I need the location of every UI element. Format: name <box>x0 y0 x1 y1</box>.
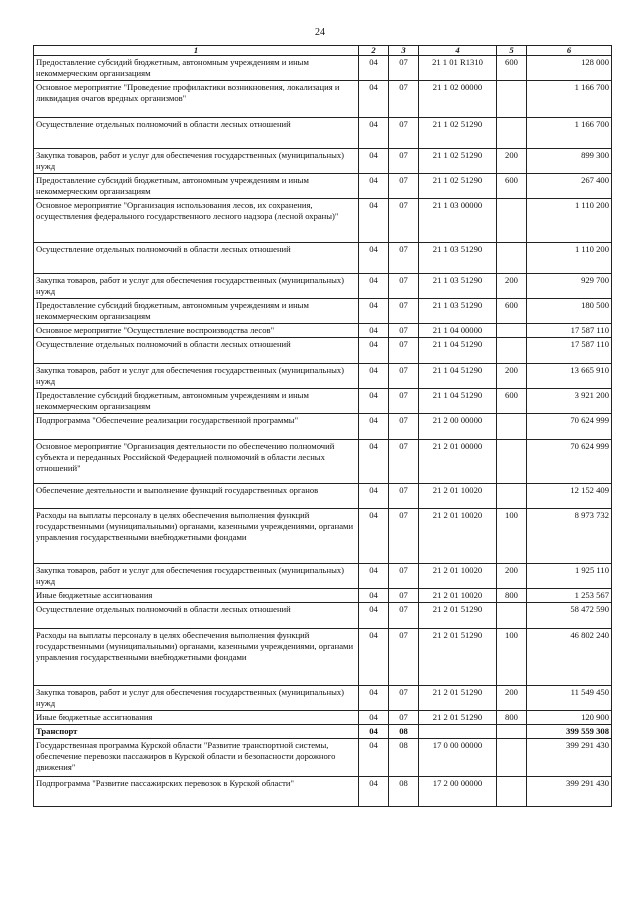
row-target-item-cell: 21 1 02 51290 <box>419 118 497 149</box>
row-expense-type-cell <box>497 324 527 338</box>
row-section-cell: 04 <box>359 118 389 149</box>
header-col-section: 2 <box>359 46 389 56</box>
row-subsection-cell: 08 <box>389 739 419 777</box>
row-name-cell: Предоставление субсидий бюджетным, автономным учреждениям и иным некоммерческим организациям <box>34 299 359 324</box>
row-section-cell: 04 <box>359 174 389 199</box>
row-subsection-cell: 07 <box>389 199 419 243</box>
row-expense-type-cell: 800 <box>497 589 527 603</box>
row-target-item-cell: 21 1 03 51290 <box>419 243 497 274</box>
row-expense-type-cell: 200 <box>497 274 527 299</box>
row-name-cell: Закупка товаров, работ и услуг для обеспечения государственных (муниципальных) нужд <box>34 149 359 174</box>
row-target-item-cell: 21 1 02 51290 <box>419 149 497 174</box>
row-target-item-cell: 21 2 01 10020 <box>419 564 497 589</box>
row-name-cell: Основное мероприятие "Организация использования лесов, их сохранения, осуществления федерального государственного лесного надзора (лесной охраны)" <box>34 199 359 243</box>
table-body <box>34 56 612 807</box>
row-expense-type-cell <box>497 243 527 274</box>
table-row <box>34 338 612 364</box>
row-subsection-cell: 07 <box>389 440 419 484</box>
row-section-cell: 04 <box>359 509 389 564</box>
table-row <box>34 243 612 274</box>
row-amount-cell: 399 559 308 <box>527 725 612 739</box>
row-expense-type-cell <box>497 739 527 777</box>
row-target-item-cell: 21 2 01 10020 <box>419 509 497 564</box>
row-expense-type-cell <box>497 603 527 629</box>
row-amount-cell: 399 291 430 <box>527 777 612 807</box>
table-row <box>34 739 612 777</box>
row-section-cell: 04 <box>359 725 389 739</box>
row-subsection-cell: 07 <box>389 274 419 299</box>
row-expense-type-cell: 200 <box>497 564 527 589</box>
row-section-cell: 04 <box>359 81 389 118</box>
row-section-cell: 04 <box>359 243 389 274</box>
row-target-item-cell: 21 2 01 51290 <box>419 686 497 711</box>
row-name-cell: Обеспечение деятельности и выполнение функций государственных органов <box>34 484 359 509</box>
row-amount-cell: 1 166 700 <box>527 81 612 118</box>
table-row <box>34 725 612 739</box>
row-target-item-cell: 17 0 00 00000 <box>419 739 497 777</box>
row-amount-cell: 12 152 409 <box>527 484 612 509</box>
row-subsection-cell: 07 <box>389 509 419 564</box>
row-name-cell: Расходы на выплаты персоналу в целях обеспечения выполнения функций государственными (муниципальными) органами, казенными учреждениями, органами управления государственными внебюджетными фондами <box>34 509 359 564</box>
row-target-item-cell: 21 2 00 00000 <box>419 414 497 440</box>
row-name-cell: Предоставление субсидий бюджетным, автономным учреждениям и иным некоммерческим организациям <box>34 56 359 81</box>
row-section-cell: 04 <box>359 629 389 686</box>
table-row <box>34 199 612 243</box>
row-section-cell: 04 <box>359 199 389 243</box>
row-name-cell: Подпрограмма "Обеспечение реализации государственной программы" <box>34 414 359 440</box>
row-section-cell: 04 <box>359 324 389 338</box>
row-amount-cell: 3 921 200 <box>527 389 612 414</box>
table-row <box>34 589 612 603</box>
row-target-item-cell: 21 1 03 00000 <box>419 199 497 243</box>
row-subsection-cell: 07 <box>389 56 419 81</box>
row-subsection-cell: 08 <box>389 725 419 739</box>
row-target-item-cell: 21 2 01 10020 <box>419 484 497 509</box>
row-target-item-cell: 21 2 01 51290 <box>419 711 497 725</box>
row-subsection-cell: 07 <box>389 338 419 364</box>
row-amount-cell: 1 166 700 <box>527 118 612 149</box>
row-section-cell: 04 <box>359 440 389 484</box>
row-name-cell: Государственная программа Курской области "Развитие транспортной системы, обеспечение перевозки пассажиров в Курской области и безопасности дорожного движения" <box>34 739 359 777</box>
row-name-cell: Закупка товаров, работ и услуг для обеспечения государственных (муниципальных) нужд <box>34 364 359 389</box>
row-expense-type-cell: 800 <box>497 711 527 725</box>
row-subsection-cell: 07 <box>389 629 419 686</box>
table-row <box>34 364 612 389</box>
table-row <box>34 440 612 484</box>
row-subsection-cell: 08 <box>389 777 419 807</box>
header-col-expense-type: 5 <box>497 46 527 56</box>
row-amount-cell: 13 665 910 <box>527 364 612 389</box>
row-target-item-cell: 21 1 03 51290 <box>419 274 497 299</box>
header-col-amount: 6 <box>527 46 612 56</box>
budget-table <box>33 45 612 807</box>
row-subsection-cell: 07 <box>389 711 419 725</box>
row-target-item-cell: 21 1 01 R1310 <box>419 56 497 81</box>
row-expense-type-cell <box>497 199 527 243</box>
row-amount-cell: 929 700 <box>527 274 612 299</box>
row-amount-cell: 899 300 <box>527 149 612 174</box>
row-target-item-cell: 21 1 02 51290 <box>419 174 497 199</box>
row-name-cell: Основное мероприятие "Осуществление воспроизводства лесов" <box>34 324 359 338</box>
row-subsection-cell: 07 <box>389 414 419 440</box>
header-col-target-item: 4 <box>419 46 497 56</box>
row-subsection-cell: 07 <box>389 81 419 118</box>
row-amount-cell: 399 291 430 <box>527 739 612 777</box>
row-target-item-cell: 21 1 04 51290 <box>419 338 497 364</box>
table-header-row <box>34 46 612 56</box>
row-subsection-cell: 07 <box>389 484 419 509</box>
row-target-item-cell: 17 2 00 00000 <box>419 777 497 807</box>
row-subsection-cell: 07 <box>389 603 419 629</box>
row-expense-type-cell: 200 <box>497 149 527 174</box>
row-amount-cell: 128 000 <box>527 56 612 81</box>
row-amount-cell: 58 472 590 <box>527 603 612 629</box>
row-target-item-cell: 21 2 01 00000 <box>419 440 497 484</box>
row-expense-type-cell: 200 <box>497 364 527 389</box>
row-subsection-cell: 07 <box>389 389 419 414</box>
row-amount-cell: 120 900 <box>527 711 612 725</box>
row-name-cell: Иные бюджетные ассигнования <box>34 711 359 725</box>
table-row <box>34 149 612 174</box>
row-target-item-cell <box>419 725 497 739</box>
row-section-cell: 04 <box>359 338 389 364</box>
row-subsection-cell: 07 <box>389 364 419 389</box>
row-amount-cell: 70 624 999 <box>527 414 612 440</box>
row-expense-type-cell <box>497 484 527 509</box>
row-expense-type-cell: 600 <box>497 389 527 414</box>
row-name-cell: Транспорт <box>34 725 359 739</box>
table-row <box>34 686 612 711</box>
row-expense-type-cell: 600 <box>497 56 527 81</box>
table-row <box>34 118 612 149</box>
row-subsection-cell: 07 <box>389 686 419 711</box>
row-name-cell: Закупка товаров, работ и услуг для обеспечения государственных (муниципальных) нужд <box>34 564 359 589</box>
table-row <box>34 629 612 686</box>
table-row <box>34 56 612 81</box>
row-subsection-cell: 07 <box>389 324 419 338</box>
row-amount-cell: 180 500 <box>527 299 612 324</box>
row-amount-cell: 46 802 240 <box>527 629 612 686</box>
row-section-cell: 04 <box>359 389 389 414</box>
table-row <box>34 389 612 414</box>
row-amount-cell: 8 973 732 <box>527 509 612 564</box>
row-name-cell: Основное мероприятие "Организация деятельности по обеспечению полномочий субъекта и переданных Российской Федерацией полномочий в области лесных отношений" <box>34 440 359 484</box>
table-row <box>34 777 612 807</box>
row-name-cell: Расходы на выплаты персоналу в целях обеспечения выполнения функций государственными (муниципальными) органами, казенными учреждениями, органами управления государственными внебюджетными фондами <box>34 629 359 686</box>
table-row <box>34 174 612 199</box>
row-section-cell: 04 <box>359 777 389 807</box>
row-name-cell: Предоставление субсидий бюджетным, автономным учреждениям и иным некоммерческим организациям <box>34 174 359 199</box>
row-section-cell: 04 <box>359 364 389 389</box>
row-name-cell: Осуществление отдельных полномочий в области лесных отношений <box>34 603 359 629</box>
row-amount-cell: 1 110 200 <box>527 243 612 274</box>
row-section-cell: 04 <box>359 711 389 725</box>
row-name-cell: Предоставление субсидий бюджетным, автономным учреждениям и иным некоммерческим организациям <box>34 389 359 414</box>
row-amount-cell: 1 925 110 <box>527 564 612 589</box>
row-target-item-cell: 21 2 01 10020 <box>419 589 497 603</box>
table-row <box>34 414 612 440</box>
row-amount-cell: 11 549 450 <box>527 686 612 711</box>
row-name-cell: Закупка товаров, работ и услуг для обеспечения государственных (муниципальных) нужд <box>34 274 359 299</box>
row-expense-type-cell: 100 <box>497 509 527 564</box>
row-expense-type-cell <box>497 414 527 440</box>
row-expense-type-cell <box>497 725 527 739</box>
row-name-cell: Осуществление отдельных полномочий в области лесных отношений <box>34 118 359 149</box>
row-section-cell: 04 <box>359 414 389 440</box>
row-target-item-cell: 21 1 02 00000 <box>419 81 497 118</box>
table-row <box>34 299 612 324</box>
row-subsection-cell: 07 <box>389 149 419 174</box>
row-expense-type-cell: 200 <box>497 686 527 711</box>
row-expense-type-cell <box>497 118 527 149</box>
table-row <box>34 603 612 629</box>
row-target-item-cell: 21 2 01 51290 <box>419 629 497 686</box>
row-section-cell: 04 <box>359 299 389 324</box>
row-subsection-cell: 07 <box>389 589 419 603</box>
table-row <box>34 81 612 118</box>
header-col-subsection: 3 <box>389 46 419 56</box>
row-section-cell: 04 <box>359 564 389 589</box>
row-expense-type-cell <box>497 338 527 364</box>
table-row <box>34 324 612 338</box>
row-expense-type-cell: 100 <box>497 629 527 686</box>
row-expense-type-cell: 600 <box>497 299 527 324</box>
row-target-item-cell: 21 1 04 00000 <box>419 324 497 338</box>
row-expense-type-cell: 600 <box>497 174 527 199</box>
table-row <box>34 564 612 589</box>
row-subsection-cell: 07 <box>389 564 419 589</box>
row-section-cell: 04 <box>359 274 389 299</box>
row-section-cell: 04 <box>359 484 389 509</box>
row-name-cell: Закупка товаров, работ и услуг для обеспечения государственных (муниципальных) нужд <box>34 686 359 711</box>
row-section-cell: 04 <box>359 686 389 711</box>
row-subsection-cell: 07 <box>389 299 419 324</box>
row-expense-type-cell <box>497 81 527 118</box>
row-name-cell: Подпрограмма "Развитие пассажирских перевозок в Курской области" <box>34 777 359 807</box>
row-expense-type-cell <box>497 440 527 484</box>
row-section-cell: 04 <box>359 589 389 603</box>
row-amount-cell: 70 624 999 <box>527 440 612 484</box>
row-name-cell: Осуществление отдельных полномочий в области лесных отношений <box>34 338 359 364</box>
table-row <box>34 711 612 725</box>
row-subsection-cell: 07 <box>389 243 419 274</box>
row-name-cell: Основное мероприятие "Проведение профилактики возникновения, локализация и ликвидация очагов вредных организмов" <box>34 81 359 118</box>
header-col-name: 1 <box>34 46 359 56</box>
row-section-cell: 04 <box>359 603 389 629</box>
row-expense-type-cell <box>497 777 527 807</box>
row-amount-cell: 17 587 110 <box>527 324 612 338</box>
row-section-cell: 04 <box>359 149 389 174</box>
row-name-cell: Иные бюджетные ассигнования <box>34 589 359 603</box>
row-target-item-cell: 21 1 03 51290 <box>419 299 497 324</box>
row-target-item-cell: 21 1 04 51290 <box>419 364 497 389</box>
row-subsection-cell: 07 <box>389 174 419 199</box>
row-target-item-cell: 21 1 04 51290 <box>419 389 497 414</box>
table-row <box>34 509 612 564</box>
row-amount-cell: 1 253 567 <box>527 589 612 603</box>
row-subsection-cell: 07 <box>389 118 419 149</box>
row-name-cell: Осуществление отдельных полномочий в области лесных отношений <box>34 243 359 274</box>
row-target-item-cell: 21 2 01 51290 <box>419 603 497 629</box>
row-amount-cell: 267 400 <box>527 174 612 199</box>
table-row <box>34 274 612 299</box>
row-amount-cell: 17 587 110 <box>527 338 612 364</box>
row-section-cell: 04 <box>359 739 389 777</box>
row-section-cell: 04 <box>359 56 389 81</box>
page-number: 24 <box>315 27 325 38</box>
row-amount-cell: 1 110 200 <box>527 199 612 243</box>
table-row <box>34 484 612 509</box>
